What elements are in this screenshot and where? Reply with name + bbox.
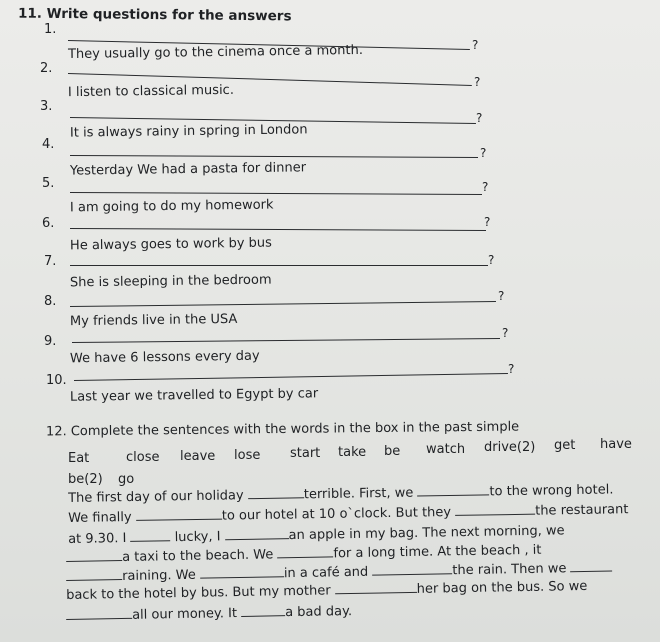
question-blank-line[interactable] [70, 155, 478, 158]
sentence-fragment: at 9.30. I [68, 530, 131, 547]
answer-text: They usually go to the cinema once a month. [67, 42, 364, 63]
box-word: go [118, 472, 135, 487]
question-number: 2. [40, 61, 53, 76]
sentence-fragment: a bad day. [284, 604, 353, 621]
answer-text: I am going to do my homework [69, 197, 274, 216]
answer-blank[interactable] [417, 483, 489, 496]
question-blank-line[interactable] [72, 338, 500, 343]
box-word: close [126, 450, 160, 465]
answer-text: Last year we travelled to Egypt by car [69, 386, 319, 405]
box-word: lose [234, 448, 261, 463]
answer-text: We have 6 lessons every day [69, 348, 260, 367]
answer-blank[interactable] [277, 545, 333, 558]
box-word: leave [180, 449, 216, 464]
box-word: take [338, 445, 367, 460]
answer-text: She is sleeping in the bedroom [69, 272, 272, 291]
exercise-11-heading: 11. Write questions for the answers [17, 5, 292, 25]
sentence-fragment: an apple in my bag. The next morning, we [288, 523, 565, 544]
question-number: 10. [46, 373, 67, 388]
answer-blank[interactable] [248, 486, 304, 499]
box-word: be(2) [68, 472, 103, 487]
answer-text: My friends live in the USA [69, 311, 238, 330]
answer-blank[interactable] [66, 607, 132, 620]
sentence-fragment: We finally [68, 509, 136, 526]
question-mark: ? [484, 215, 491, 229]
answer-text: Yesterday We had a pasta for dinner [69, 160, 307, 179]
answer-blank[interactable] [455, 503, 535, 516]
sentence-fragment: raining. We [122, 567, 201, 585]
sentence-fragment: back to the hotel by bus. But my mother [66, 583, 335, 603]
sentence-fragment: lucky, I [170, 529, 225, 546]
sentence-line [66, 603, 352, 624]
question-blank-line[interactable] [70, 301, 496, 307]
box-word: get [554, 438, 576, 453]
question-mark: ? [508, 362, 515, 376]
question-blank-line[interactable] [70, 265, 488, 266]
question-number: 5. [42, 176, 55, 191]
question-mark: ? [472, 38, 479, 52]
question-mark: ? [498, 289, 505, 303]
answer-blank[interactable] [200, 565, 284, 578]
sentence-fragment: her bag on the bus. So we [416, 578, 588, 597]
question-blank-line[interactable] [70, 228, 486, 231]
box-word: watch [426, 442, 466, 457]
sentence-fragment: the rain. Then we [452, 561, 571, 579]
answer-blank[interactable] [66, 568, 122, 581]
question-mark: ? [476, 111, 483, 125]
box-word: drive(2) [484, 440, 536, 455]
answer-blank[interactable] [136, 508, 222, 521]
box-word: be [384, 444, 401, 459]
answer-blank[interactable] [335, 581, 417, 594]
exercise-12-heading: 12. Complete the sentences with the words in the box in the past simple [45, 419, 520, 440]
question-mark: ? [482, 180, 489, 194]
sentence-fragment: the restaurant [535, 502, 629, 519]
box-word: start [290, 446, 321, 461]
question-mark: ? [488, 253, 495, 267]
question-number: 3. [40, 99, 53, 114]
answer-blank[interactable] [570, 559, 612, 572]
question-number: 1. [44, 22, 57, 37]
answer-blank[interactable] [372, 562, 452, 575]
question-mark: ? [474, 75, 481, 89]
answer-text: He always goes to work by bus [69, 235, 273, 254]
sentence-fragment: a taxi to the beach. We [122, 547, 278, 566]
answer-blank[interactable] [224, 527, 288, 540]
sentence-fragment: all our money. It [132, 605, 242, 623]
question-number: 9. [44, 334, 57, 349]
question-blank-line[interactable] [74, 373, 508, 381]
sentence-fragment: in a café and [283, 564, 373, 582]
sentence-fragment: to the wrong hotel. [489, 482, 614, 500]
sentence-fragment: to our hotel at 10 o`clock. But they [221, 504, 456, 524]
question-mark: ? [480, 146, 487, 160]
question-blank-line[interactable] [70, 192, 482, 195]
box-word: Eat [68, 451, 90, 466]
answer-blank[interactable] [66, 549, 122, 562]
question-number: 4. [42, 137, 55, 152]
answer-text: It is always rainy in spring in London [69, 122, 308, 141]
sentence-fragment: for a long time. At the beach , it [333, 542, 542, 562]
question-number: 7. [44, 254, 57, 269]
sentence-fragment: The first day of our holiday [68, 488, 248, 506]
answer-text: I listen to classical music. [67, 82, 235, 101]
answer-blank[interactable] [130, 529, 170, 542]
sentence-fragment: terrible. First, we [303, 485, 418, 503]
question-number: 6. [42, 216, 55, 231]
answer-blank[interactable] [241, 604, 285, 617]
question-number: 8. [44, 294, 57, 309]
question-mark: ? [502, 326, 509, 340]
box-word: have [600, 437, 632, 452]
